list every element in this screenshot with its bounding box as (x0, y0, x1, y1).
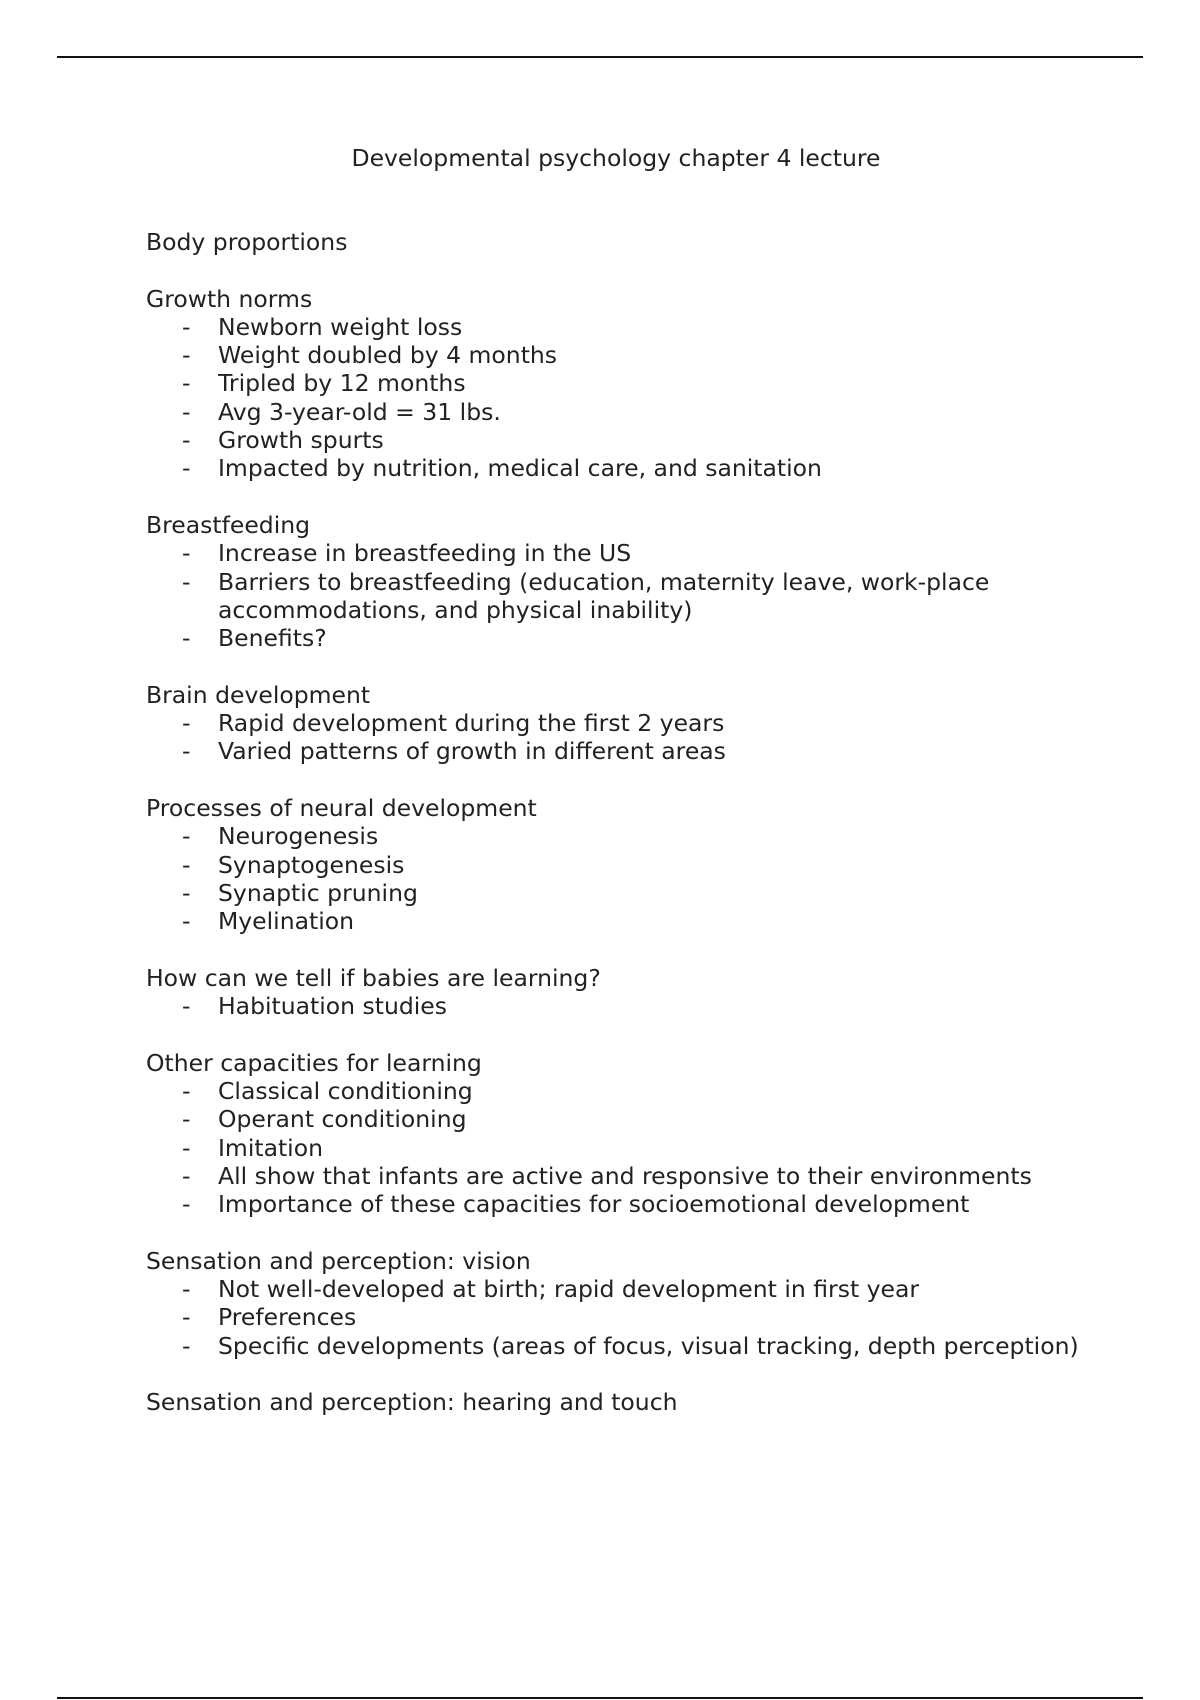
section-heading: Processes of neural development (146, 793, 537, 822)
dash-bullet-icon: - (182, 369, 191, 398)
list-item-text: Weight doubled by 4 months (218, 341, 558, 370)
list-item-text: Importance of these capacities for socioemotional development (218, 1190, 970, 1219)
document-title: Developmental psychology chapter 4 lecture (351, 144, 881, 172)
bullet-list (146, 992, 1106, 1020)
list-item-text: Operant conditioning (218, 1105, 467, 1134)
list-item (146, 369, 1106, 397)
bullet-list (146, 539, 1106, 652)
outline-section (146, 964, 1106, 1021)
list-item (146, 1275, 1106, 1303)
list-item (146, 568, 1106, 625)
dash-bullet-icon: - (182, 1161, 191, 1190)
section-heading: Growth norms (146, 284, 313, 313)
dash-bullet-icon: - (182, 1331, 191, 1360)
list-item (146, 426, 1106, 454)
list-item-text: Avg 3-year-old = 31 lbs. (218, 397, 501, 426)
dash-bullet-icon: - (182, 426, 191, 455)
dash-bullet-icon: - (182, 341, 191, 370)
list-item (146, 1303, 1106, 1331)
list-item-text: Impacted by nutrition, medical care, and sanitation (218, 454, 822, 483)
bullet-list (146, 1077, 1106, 1218)
section-heading: Other capacities for learning (146, 1048, 482, 1077)
list-item-text: Myelination (218, 907, 355, 936)
list-item (146, 1332, 1106, 1360)
list-item-text: Specific developments (areas of focus, visual tracking, depth perception) (218, 1331, 1079, 1360)
list-item (146, 992, 1106, 1020)
list-item (146, 624, 1106, 652)
dash-bullet-icon: - (182, 907, 191, 936)
list-item-text: All show that infants are active and responsive to their environments (218, 1161, 1032, 1190)
outline-section (146, 228, 1106, 256)
dash-bullet-icon: - (182, 878, 191, 907)
list-item (146, 313, 1106, 341)
section-heading: How can we tell if babies are learning? (146, 963, 601, 992)
list-item-text: Imitation (218, 1133, 323, 1162)
dash-bullet-icon: - (182, 397, 191, 426)
bullet-list (146, 822, 1106, 935)
section-heading: Breastfeeding (146, 510, 311, 539)
dash-bullet-icon: - (182, 539, 191, 568)
bottom-rule (57, 1697, 1143, 1699)
list-item-text: Neurogenesis (218, 822, 379, 851)
dash-bullet-icon: - (182, 850, 191, 879)
list-item (146, 1077, 1106, 1105)
outline-section (146, 511, 1106, 652)
section-heading: Sensation and perception: hearing and touch (146, 1388, 678, 1417)
list-item-text: Synaptogenesis (218, 850, 405, 879)
document-body (146, 228, 1106, 1445)
list-item (146, 851, 1106, 879)
dash-bullet-icon: - (182, 737, 191, 766)
list-item-text: Synaptic pruning (218, 878, 418, 907)
dash-bullet-icon: - (182, 709, 191, 738)
list-item (146, 341, 1106, 369)
outline-section (146, 1049, 1106, 1219)
list-item (146, 454, 1106, 482)
list-item-text: Newborn weight loss (218, 312, 463, 341)
dash-bullet-icon: - (182, 822, 191, 851)
list-item (146, 1162, 1106, 1190)
list-item-text: Not well-developed at birth; rapid development in first year (218, 1274, 920, 1303)
dash-bullet-icon: - (182, 312, 191, 341)
section-heading: Body proportions (146, 228, 348, 256)
dash-bullet-icon: - (182, 1274, 191, 1303)
list-item-text: Habituation studies (218, 992, 448, 1021)
outline-section (146, 1388, 1106, 1416)
dash-bullet-icon: - (182, 1133, 191, 1162)
list-item (146, 709, 1106, 737)
list-item (146, 907, 1106, 935)
list-item-text: Tripled by 12 months (218, 369, 466, 398)
section-heading: Sensation and perception: vision (146, 1246, 531, 1275)
list-item-text: Classical conditioning (218, 1076, 473, 1105)
list-item (146, 1190, 1106, 1218)
dash-bullet-icon: - (182, 1303, 191, 1332)
list-item (146, 822, 1106, 850)
dash-bullet-icon: - (182, 1076, 191, 1105)
dash-bullet-icon: - (182, 992, 191, 1021)
dash-bullet-icon: - (182, 567, 191, 596)
dash-bullet-icon: - (182, 624, 191, 653)
list-item-text: Rapid development during the first 2 years (218, 709, 725, 738)
list-item (146, 398, 1106, 426)
dash-bullet-icon: - (182, 454, 191, 483)
top-rule (57, 56, 1143, 58)
list-item (146, 879, 1106, 907)
list-item-text: Varied patterns of growth in different areas (218, 737, 726, 766)
dash-bullet-icon: - (182, 1105, 191, 1134)
list-item-text: Barriers to breastfeeding (education, maternity leave, work-place accommodations, and physical inability) (218, 567, 990, 624)
outline-section (146, 1247, 1106, 1360)
list-item-text: Growth spurts (218, 426, 384, 455)
list-item-text: Increase in breastfeeding in the US (218, 539, 632, 568)
list-item-text: Preferences (218, 1303, 357, 1332)
bullet-list (146, 709, 1106, 766)
bullet-list (146, 1275, 1106, 1360)
section-heading: Brain development (146, 680, 371, 709)
list-item-text: Benefits? (218, 624, 327, 653)
outline-section (146, 681, 1106, 766)
bullet-list (146, 313, 1106, 483)
list-item (146, 1134, 1106, 1162)
list-item (146, 1105, 1106, 1133)
outline-section (146, 794, 1106, 935)
list-item (146, 539, 1106, 567)
list-item (146, 737, 1106, 765)
dash-bullet-icon: - (182, 1190, 191, 1219)
outline-section (146, 285, 1106, 483)
